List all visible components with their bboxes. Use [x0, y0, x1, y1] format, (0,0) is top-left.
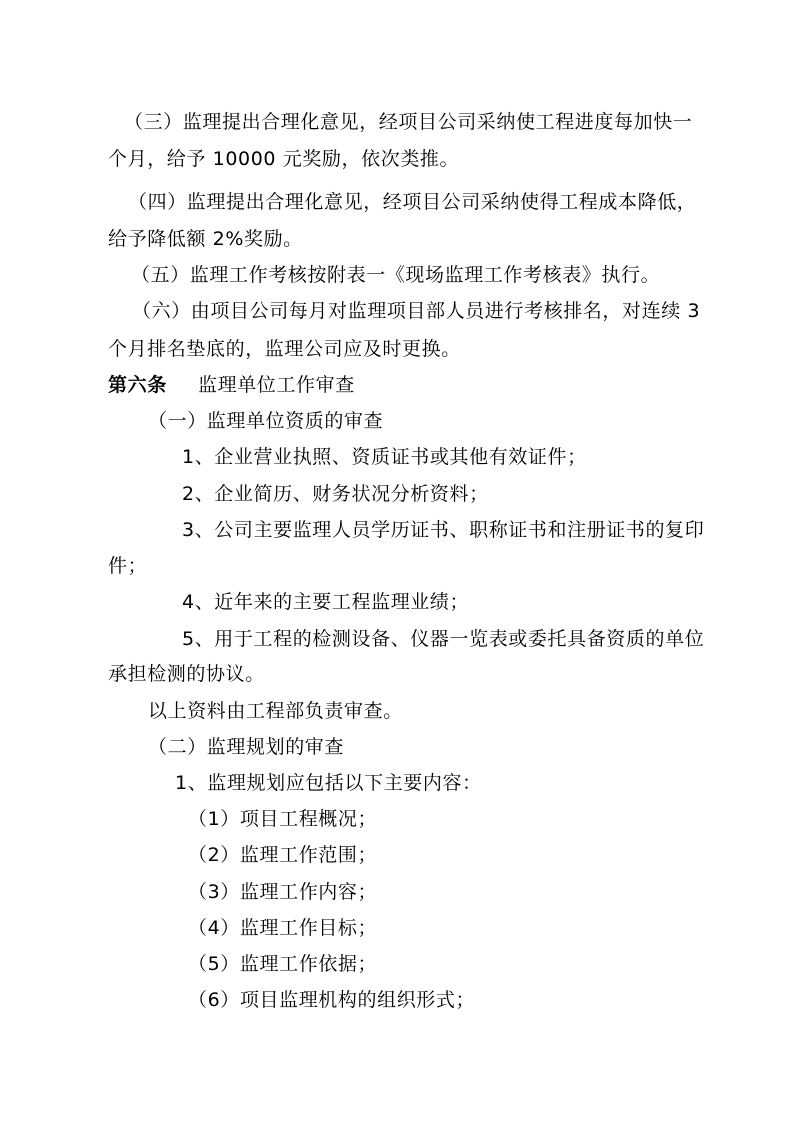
plan-item-1: 1、监理规划应包括以下主要内容： — [175, 772, 482, 794]
paragraph-4-line-2: 给予降低额 2%奖励。 — [108, 228, 303, 250]
paragraph-6-line-2: 个月排名垫底的，监理公司应及时更换。 — [108, 338, 461, 360]
article-title: 监理单位工作审查 — [198, 374, 355, 396]
paragraph-3-line-1: （三）监理提出合理化意见，经项目公司采纳使工程进度每加快一 — [124, 111, 693, 133]
list-item-5-line-2: 承担检测的协议。 — [108, 663, 265, 685]
list-item-2: 2、企业简历、财务状况分析资料； — [182, 483, 489, 505]
section-1-heading: （一）监理单位资质的审查 — [148, 410, 384, 432]
plan-subitem-4: （4）监理工作目标； — [188, 917, 378, 939]
plan-subitem-3: （3）监理工作内容； — [188, 881, 378, 903]
plan-subitem-1: （1）项目工程概况； — [188, 808, 378, 830]
list-item-4: 4、近年来的主要工程监理业绩； — [182, 591, 470, 613]
plan-subitem-5: （5）监理工作依据； — [188, 953, 378, 975]
plan-subitem-2: （2）监理工作范围； — [188, 844, 378, 866]
paragraph-6-line-1: （六）由项目公司每月对监理项目部人员进行考核排名，对连续 3 — [132, 300, 701, 322]
list-item-1: 1、企业营业执照、资质证书或其他有效证件； — [182, 446, 587, 468]
paragraph-5: （五）监理工作考核按附表一《现场监理工作考核表》执行。 — [131, 264, 661, 286]
paragraph-4-line-1: （四）监理提出合理化意见，经项目公司采纳使得工程成本降低， — [128, 191, 697, 213]
plan-subitem-6: （6）项目监理机构的组织形式； — [188, 989, 476, 1011]
review-note: 以上资料由工程部负责审查。 — [148, 700, 403, 722]
section-2-heading: （二）监理规划的审查 — [148, 736, 345, 758]
list-item-3-line-1: 3、公司主要监理人员学历证书、职称证书和注册证书的复印 — [182, 519, 705, 541]
paragraph-3-line-2: 个月，给予 10000 元奖励，依次类推。 — [108, 148, 460, 170]
article-number: 第六条 — [108, 374, 167, 396]
list-item-5-line-1: 5、用于工程的检测设备、仪器一览表或委托具备资质的单位 — [182, 628, 705, 650]
list-item-3-line-2: 件； — [108, 555, 148, 577]
